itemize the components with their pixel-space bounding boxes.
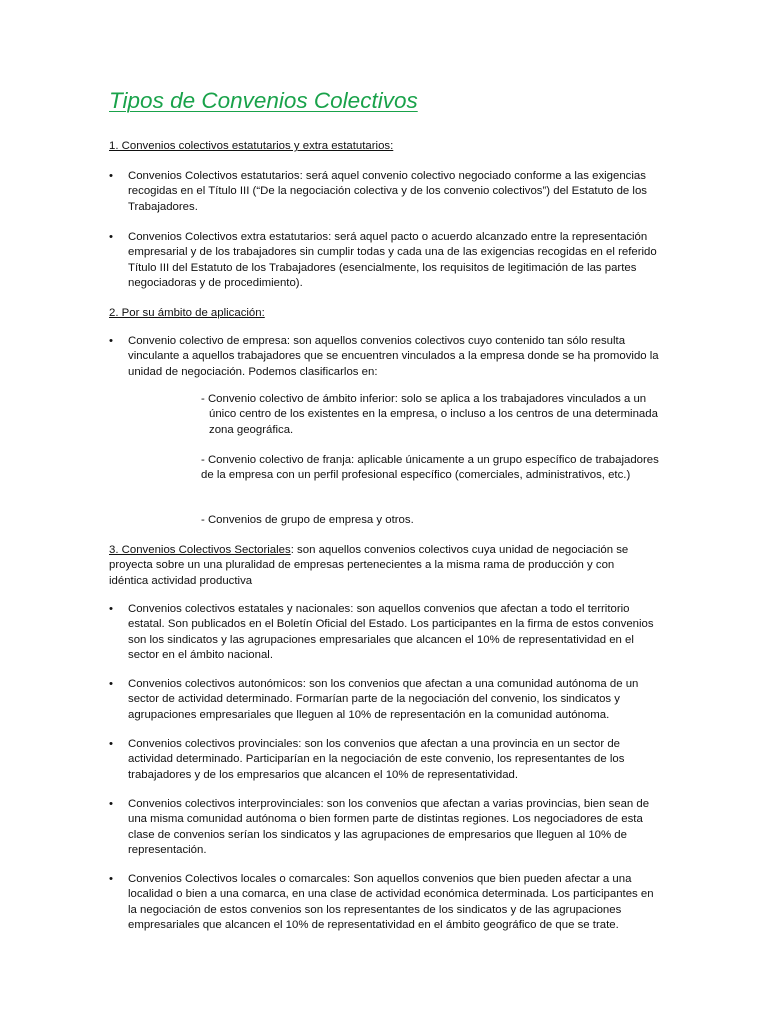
section-2-subitem-3: - Convenios de grupo de empresa y otros.	[201, 514, 414, 526]
bullet-icon: •	[109, 170, 113, 182]
section-2-heading: 2. Por su ámbito de aplicación:	[109, 307, 265, 319]
section-3-item-1: Convenios colectivos estatales y nacionales: son aquellos convenios que afectan a todo el territorio estatal. Son publicados en el Boletín Oficial del Estado. Los participantes en la firma de estos convenios son los sindicatos y las agrupaciones empresariales que alcancen el 10% de representatividad en el sector en el ámbito nacional.	[128, 603, 654, 662]
section-3-item-3: Convenios colectivos provinciales: son los convenios que afectan a una provincia en un sector de actividad determinado. Participarían en la negociación de este convenio, los representantes de los trabajadores y de los empresarios que alcancen el 10% de representatividad.	[128, 738, 625, 781]
bullet-icon: •	[109, 231, 113, 243]
bullet-icon: •	[109, 678, 113, 690]
section-1-item-2: Convenios Colectivos extra estatutarios: será aquel pacto o acuerdo alcanzado entre la representación empresarial y de los trabajadores sin cumplir todas y cada una de las exigencias recogidas en el referido Título III del Estatuto de los Trabajadores (esencialmente, los requisitos de legitimación de las partes negociadoras y de procedimiento).	[128, 231, 657, 290]
section-2-subitem-1: - Convenio colectivo de ámbito inferior: solo se aplica a los trabajadores vinculados a un único centro de los existentes en la empresa, o incluso a los centros de una determinada zona geográfica.	[201, 393, 658, 436]
section-2-item-1: Convenio colectivo de empresa: son aquellos convenios colectivos cuyo contenido tan sólo resulta vinculante a aquellos trabajadores que se encuentren vinculados a la empresa donde se ha promovido la unidad de negociación. Podemos clasificarlos en:	[128, 335, 659, 378]
section-3-heading: 3. Convenios Colectivos Sectoriales	[109, 544, 291, 556]
section-3-intro: : son aquellos convenios colectivos cuya unidad de negociación se proyecta sobre un una pluralidad de empresas pertenecientes a la misma rama de producción y con idéntica actividad productiva	[109, 544, 629, 587]
bullet-icon: •	[109, 873, 113, 885]
bullet-icon: •	[109, 798, 113, 810]
section-3-item-5: Convenios Colectivos locales o comarcales: Son aquellos convenios que bien pueden afectar a una localidad o bien a una comarca, en una clase de actividad económica determinada. Los participantes en la negociación de estos convenios son los representantes de los sindicatos y de las agrupaciones empresariales que alcancen el 10% de representatividad en el ámbito geográfico de que se trate.	[128, 873, 654, 932]
document-title: Tipos de Convenios Colectivos	[109, 88, 418, 113]
section-2-subitem-2: - Convenio colectivo de franja: aplicable únicamente a un grupo específico de trabajadores de la empresa con un perfil profesional específico (comerciales, administrativos, etc.)	[201, 454, 659, 482]
bullet-icon: •	[109, 603, 113, 615]
section-1-heading: 1. Convenios colectivos estatutarios y extra estatutarios:	[109, 140, 394, 152]
bullet-icon: •	[109, 738, 113, 750]
bullet-icon: •	[109, 335, 113, 347]
section-3-paragraph	[109, 543, 649, 589]
section-3-item-4: Convenios colectivos interprovinciales: son los convenios que afectan a varias provincias, bien sean de una misma comunidad autónoma o bien formen parte de distintas regiones. Los negociadores de esta clase de convenios serían los sindicatos y las agrupaciones de empresarios que lleguen al 10% de representación.	[128, 798, 650, 857]
section-1-item-1: Convenios Colectivos estatutarios: será aquel convenio colectivo negociado conforme a las exigencias recogidas en el Título III (“De la negociación colectiva y de los convenio colectivos”) del Estatuto de los Trabajadores.	[128, 170, 647, 213]
section-3-item-2: Convenios colectivos autonómicos: son los convenios que afectan a una comunidad autónoma de un sector de actividad determinado. Formarían parte de la negociación del convenio, los sindicatos y agrupaciones empresariales que lleguen al 10% de representación en la comunidad autónoma.	[128, 678, 639, 721]
